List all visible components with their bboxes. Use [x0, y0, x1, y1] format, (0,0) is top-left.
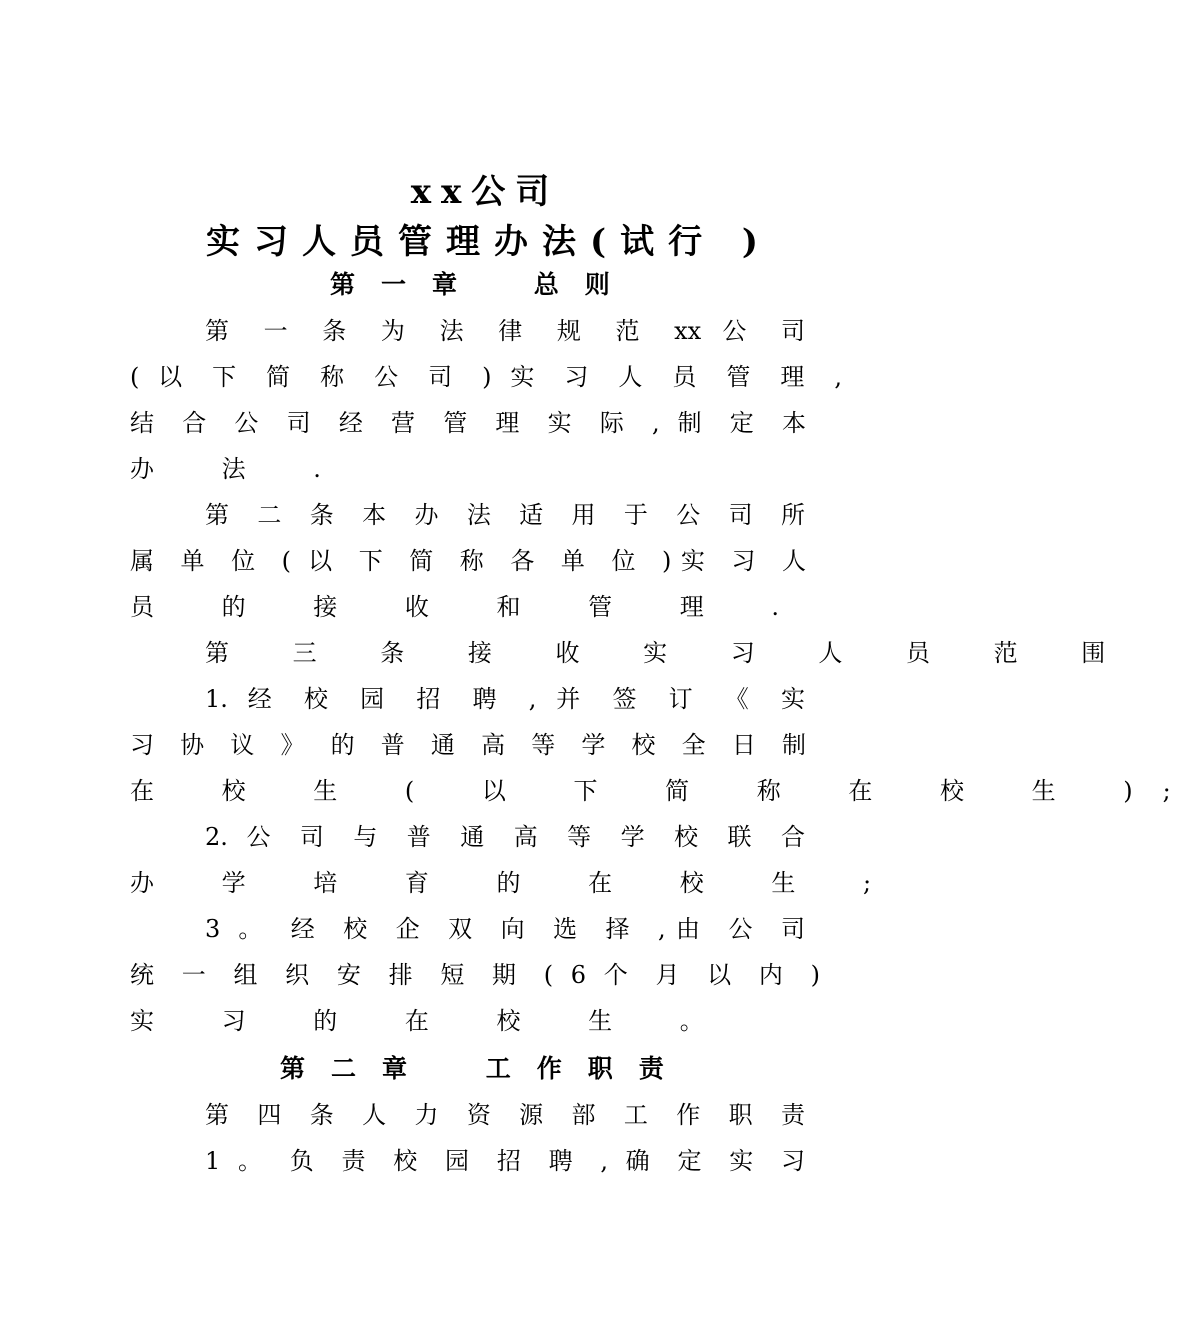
company-name: xx公司: [410, 172, 560, 212]
article-3-item-1-line-2: 习 协 议 》 的 普 通 高 等 学 校 全 日 制: [130, 731, 806, 759]
article-3-item-2-line-1: 2. 公 司 与 普 通 高 等 学 校 联 合: [205, 823, 805, 851]
chapter-name: 工作职责: [485, 1054, 690, 1083]
article-3-item-3-line-2: 统 一 组 织 安 排 短 期 ( 6 个 月 以 内 ): [130, 961, 820, 989]
article-3-item-2-line-2: 办 学 培 育 的 在 校 生 ;: [130, 869, 902, 897]
article-4-item-1-line-1: 1 。 负 责 校 园 招 聘 , 确 定 实 习: [205, 1147, 805, 1175]
chapter-name: 总则: [533, 270, 636, 299]
article-3-item-1-line-1: 1. 经 校 园 招 聘 , 并 签 订 《 实: [205, 685, 805, 713]
chapter-label: 第二章: [280, 1054, 434, 1083]
article-3-item-1-line-3: 在 校 生 ( 以 下 简 称 在 校 生 );: [130, 777, 1201, 805]
chapter-label: 第一章: [330, 270, 484, 299]
document-title: 实习人员管理办法(试行 ): [205, 222, 772, 262]
article-2-line-2: 属 单 位 ( 以 下 简 称 各 单 位 )实 习 人: [130, 547, 806, 575]
article-1-line-3: 结 合 公 司 经 营 管 理 实 际 , 制 定 本: [130, 409, 806, 437]
article-3-item-3-line-3: 实 习 的 在 校 生 。: [130, 1007, 734, 1035]
chapter-heading-2: [280, 1052, 690, 1086]
article-2-line-1: 第 二 条 本 办 法 适 用 于 公 司 所: [205, 501, 805, 529]
article-1-line-2: ( 以 下 简 称 公 司 ) 实 习 人 员 管 理 ,: [130, 363, 842, 391]
article-1-line-4: 办 法 .: [130, 455, 351, 483]
article-2-line-3: 员 的 接 收 和 管 理 .: [130, 593, 810, 621]
article-3-heading: 第 三 条 接 收 实 习 人 员 范 围: [205, 639, 1134, 667]
article-4-heading: 第 四 条 人 力 资 源 部 工 作 职 责: [205, 1101, 805, 1129]
chapter-heading-1: [330, 268, 636, 302]
article-1-line-1: 第 一 条 为 法 律 规 范 xx 公 司: [205, 317, 805, 345]
article-3-item-3-line-1: 3 。 经 校 企 双 向 选 择 ,由 公 司: [205, 915, 805, 943]
